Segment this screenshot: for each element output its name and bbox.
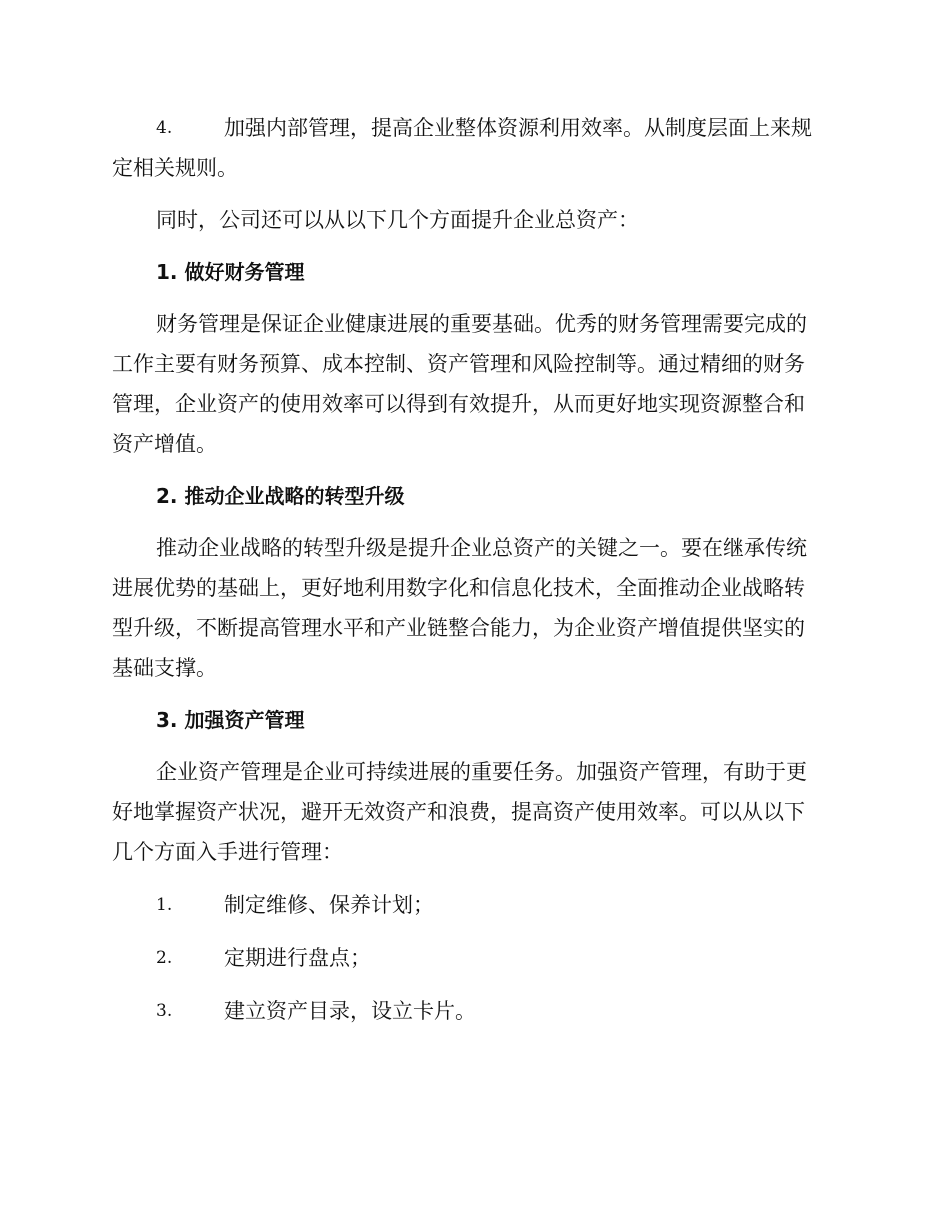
list-item <box>112 938 832 978</box>
list-text: 定期进行盘点； <box>224 946 371 970</box>
paragraph-line: 进展优势的基础上，更好地利用数字化和信息化技术，全面推动企业战略转 <box>112 576 805 600</box>
list-number: 2. <box>156 948 173 968</box>
paragraph-line: 资产增值。 <box>112 432 217 456</box>
paragraph-line: 企业资产管理是企业可持续进展的重要任务。加强资产管理，有助于更 <box>156 760 807 784</box>
section-heading: 3. 加强资产管理 <box>156 708 305 732</box>
list-item <box>112 885 832 925</box>
paragraph-line: 基础支撑。 <box>112 656 217 680</box>
section-heading: 1. 做好财务管理 <box>156 260 305 284</box>
section-heading: 2. 推动企业战略的转型升级 <box>156 484 405 508</box>
paragraph-line: 财务管理是保证企业健康进展的重要基础。优秀的财务管理需要完成的 <box>156 312 807 336</box>
paragraph-line: 好地掌握资产状况，避开无效资产和浪费，提高资产使用效率。可以从以下 <box>112 800 805 824</box>
paragraph-line: 工作主要有财务预算、成本控制、资产管理和风险控制等。通过精细的财务 <box>112 352 805 376</box>
list-number: 1. <box>156 895 173 915</box>
document-page <box>112 108 832 1031</box>
list-number: 4. <box>156 118 173 138</box>
paragraph-line: 型升级，不断提高管理水平和产业链整合能力，为企业资产增值提供坚实的 <box>112 616 805 640</box>
list-item <box>112 991 832 1031</box>
paragraph-line: 推动企业战略的转型升级是提升企业总资产的关键之一。要在继承传统 <box>156 536 807 560</box>
list-item-4 <box>112 108 832 148</box>
list-text: 制定维修、保养计划； <box>224 893 434 917</box>
list-text: 加强内部管理，提高企业整体资源利用效率。从制度层面上来规 <box>224 116 812 140</box>
list-item-4-continuation: 定相关规则。 <box>112 156 238 180</box>
list-number: 3. <box>156 1001 173 1021</box>
paragraph-line: 几个方面入手进行管理： <box>112 840 343 864</box>
paragraph-line: 管理，企业资产的使用效率可以得到有效提升，从而更好地实现资源整合和 <box>112 392 805 416</box>
list-text: 建立资产目录，设立卡片。 <box>224 999 476 1023</box>
intro-paragraph: 同时，公司还可以从以下几个方面提升企业总资产： <box>156 208 639 232</box>
